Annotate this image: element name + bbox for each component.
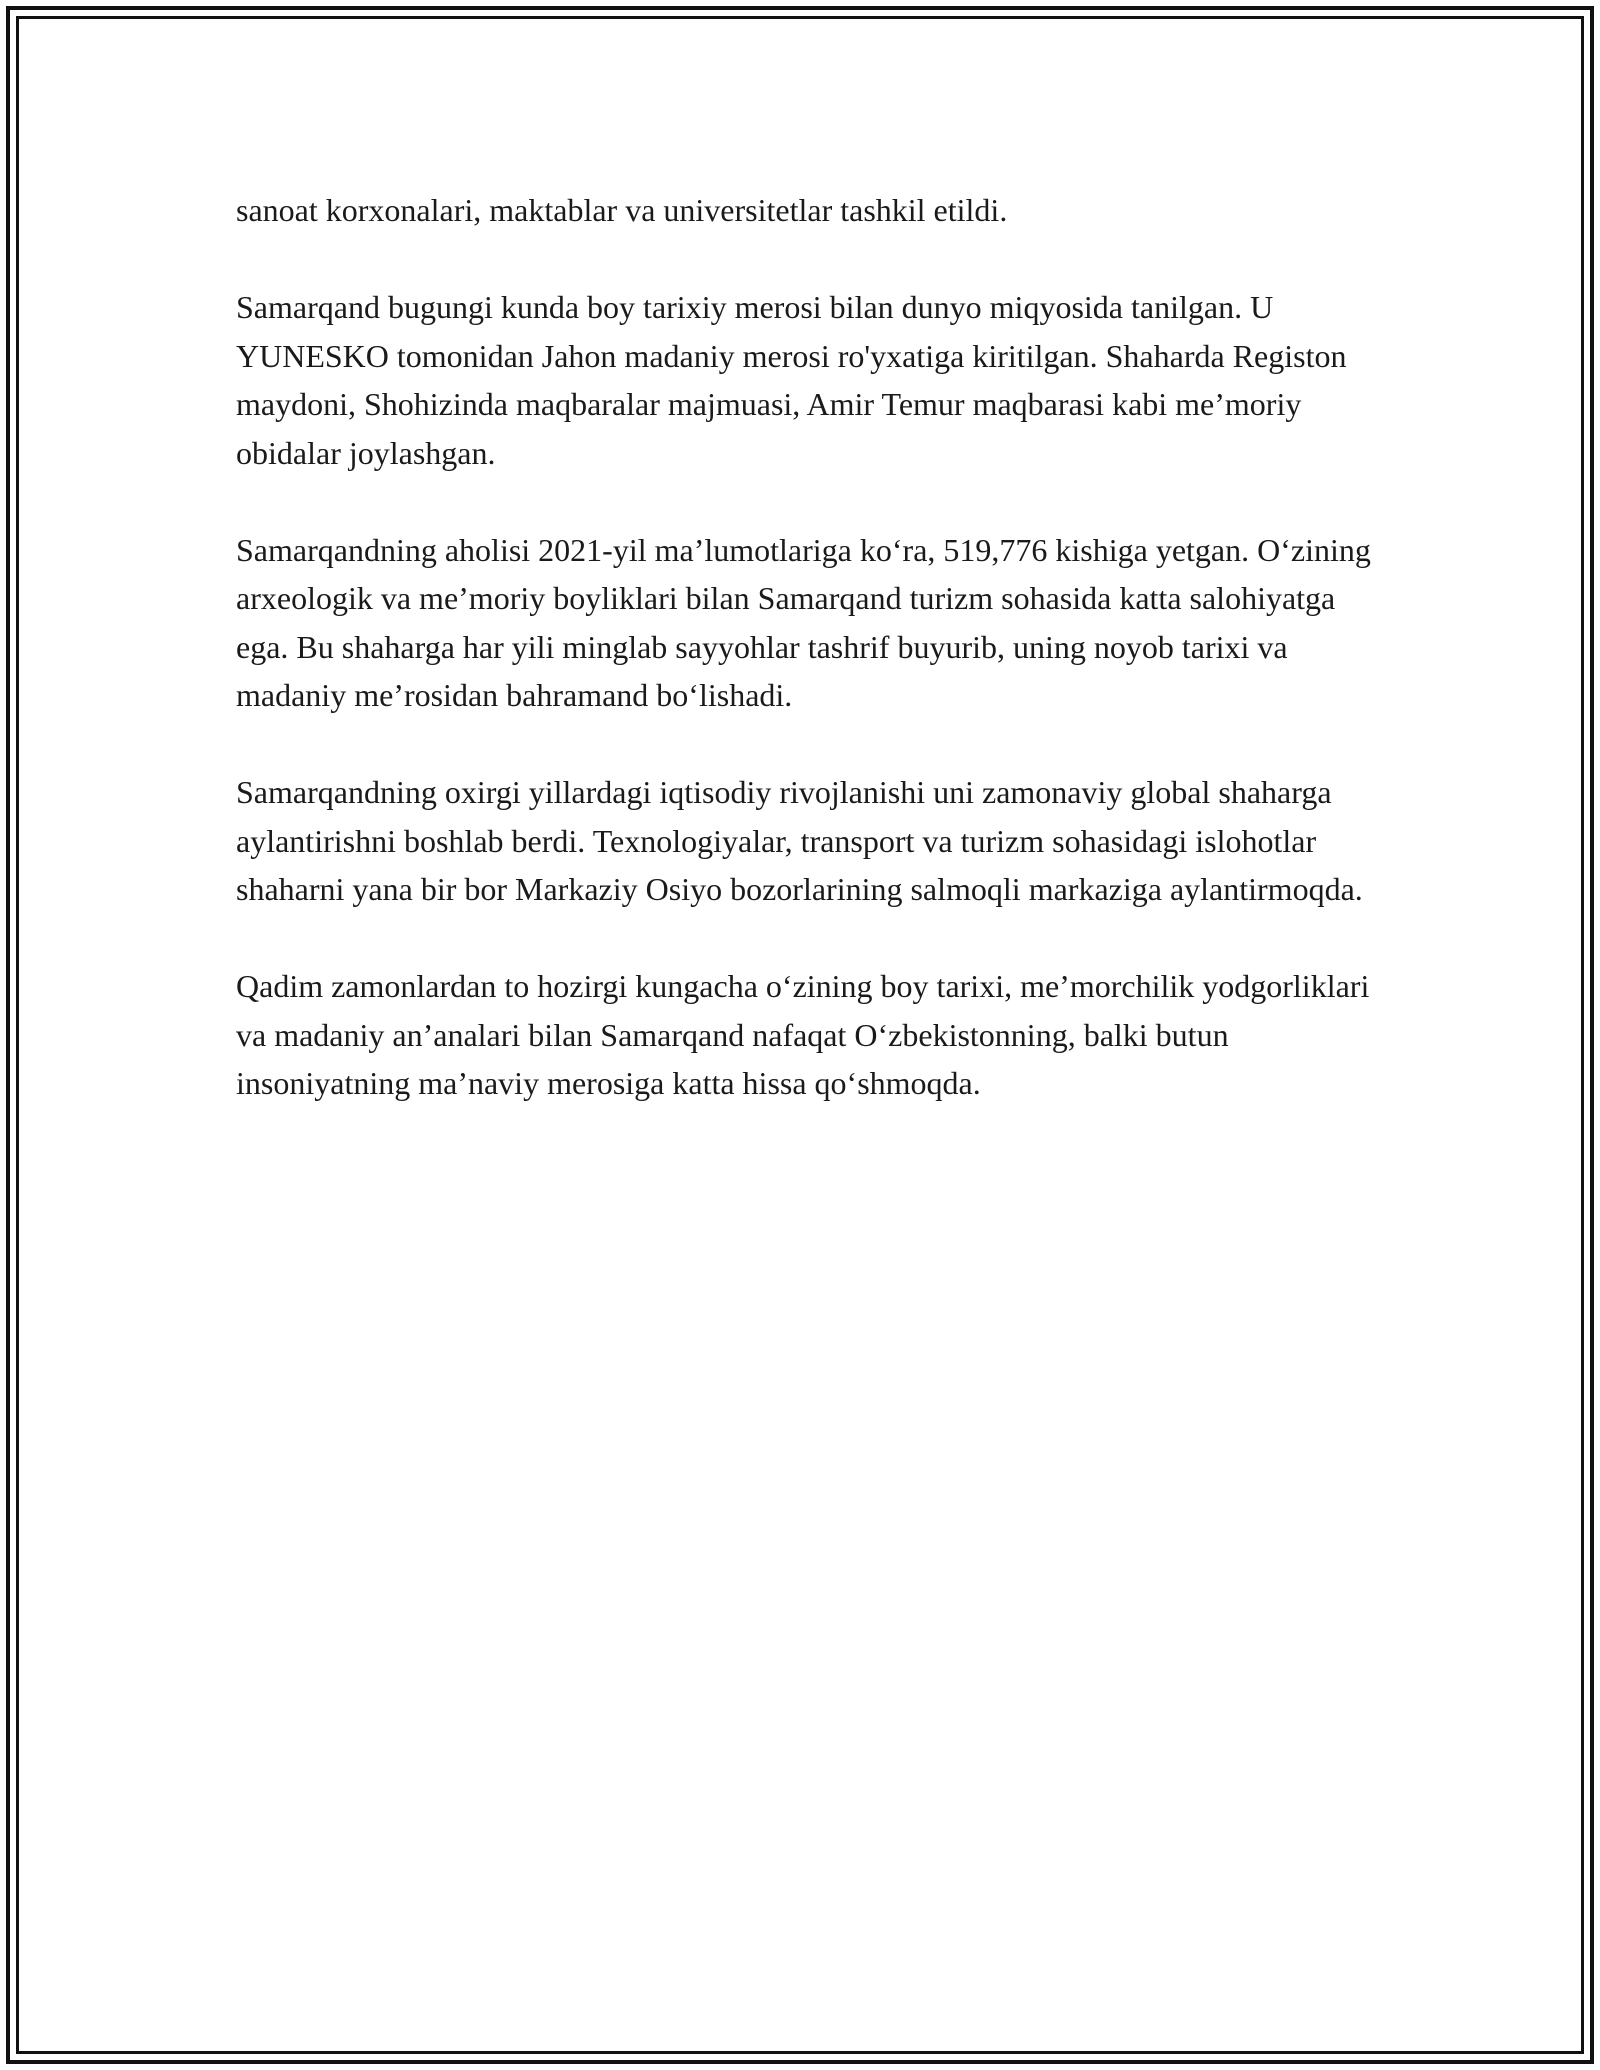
document-body: [236, 186, 1386, 1156]
paragraph-5: Qadim zamonlardan to hozirgi kungacha o‘zining boy tarixi, me’morchilik yodgorliklari va madaniy an’analari bilan Samarqand nafaqat O‘zbekistonning, balki butun insoniyatning ma’naviy merosiga katta hissa qo‘shmoqda.: [236, 968, 1370, 1101]
paragraph-2: Samarqand bugungi kunda boy tarixiy merosi bilan dunyo miqyosida tanilgan. U YUNESKO tomonidan Jahon madaniy merosi ro'yxatiga kiritilgan. Shaharda Registon maydoni, Shohizinda maqbaralar majmuasi, Amir Temur maqbarasi kabi me’moriy obidalar joylashgan.: [236, 289, 1347, 471]
paragraph-3: Samarqandning aholisi 2021-yil ma’lumotlariga ko‘ra, 519,776 kishiga yetgan. O‘zining arxeologik va me’moriy boyliklari bilan Samarqand turizm sohasida katta salohiyatga ega. Bu shaharga har yili minglab sayyohlar tashrif buyurib, uning noyob tarixi va madaniy me’rosidan bahramand bo‘lishadi.: [236, 531, 1371, 713]
paragraph-1: sanoat korxonalari, maktablar va universitetlar tashkil etildi.: [236, 192, 1008, 228]
paragraph-4: Samarqandning oxirgi yillardagi iqtisodiy rivojlanishi uni zamonaviy global shaharga aylantirishni boshlab berdi. Texnologiyalar, transport va turizm sohasidagi islohotlar shaharni yana bir bor Markaziy Osiyo bozorlarining salmoqli markaziga aylantirmoqda.: [236, 774, 1363, 907]
